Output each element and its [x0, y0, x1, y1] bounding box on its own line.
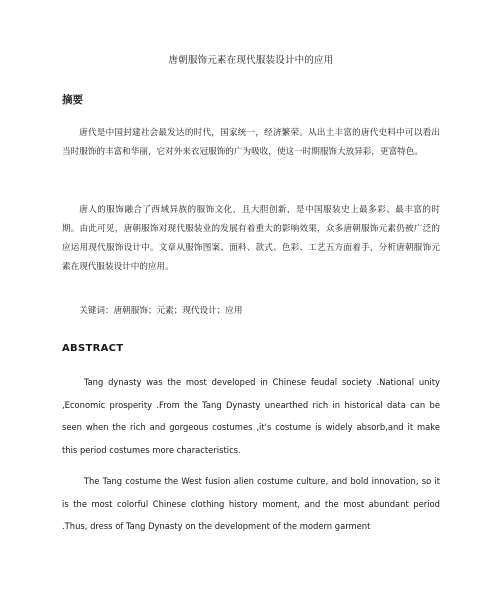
document-title: 唐朝服饰元素在现代服装设计中的应用: [168, 55, 334, 66]
keywords-zh: 关键词：唐朝服饰；元素；现代设计；应用: [79, 306, 243, 316]
abstract-paragraph-zh-2: 唐人的服饰融合了西域异族的服饰文化，且大胆创新，是中国服装史上最多彩、最丰富的时期。由此可见，唐朝服饰对现代服装业的发展有着重大的影响效果，众多唐朝服饰元素仍被广泛的应运用现代服饰设计中。文章从服饰图案、面料、款式、色彩、工艺五方面着手，分析唐朝服饰元素在现代服装设计中的应用。: [62, 205, 440, 272]
abstract-heading-zh: 摘要: [62, 94, 83, 106]
abstract-paragraph-en-2: The Tang costume the West fusion alien costume culture, and bold innovation, so it is the most colorful Chinese clothing history moment, and the most abundant period .Thus, dress of Tang Dynasty on the development of the modern garment: [62, 476, 440, 531]
abstract-heading-en: ABSTRACT: [62, 343, 124, 354]
abstract-paragraph-en-1: Tang dynasty was the most developed in Chinese feudal society .National unity ,Economic prosperity .From the Tang Dynasty unearthed rich in historical data can be seen when the rich and gorgeous costumes ,it's costume is widely absorb,and it make this period costumes more characteristics.: [62, 377, 440, 455]
abstract-paragraph-zh-1: 唐代是中国封建社会最发达的时代，国家统一，经济繁荣。从出土丰富的唐代史料中可以看出当时服饰的丰富和华丽，它对外来衣冠服饰的广为吸收，使这一时期服饰大放异彩，更富特色。: [62, 128, 440, 157]
